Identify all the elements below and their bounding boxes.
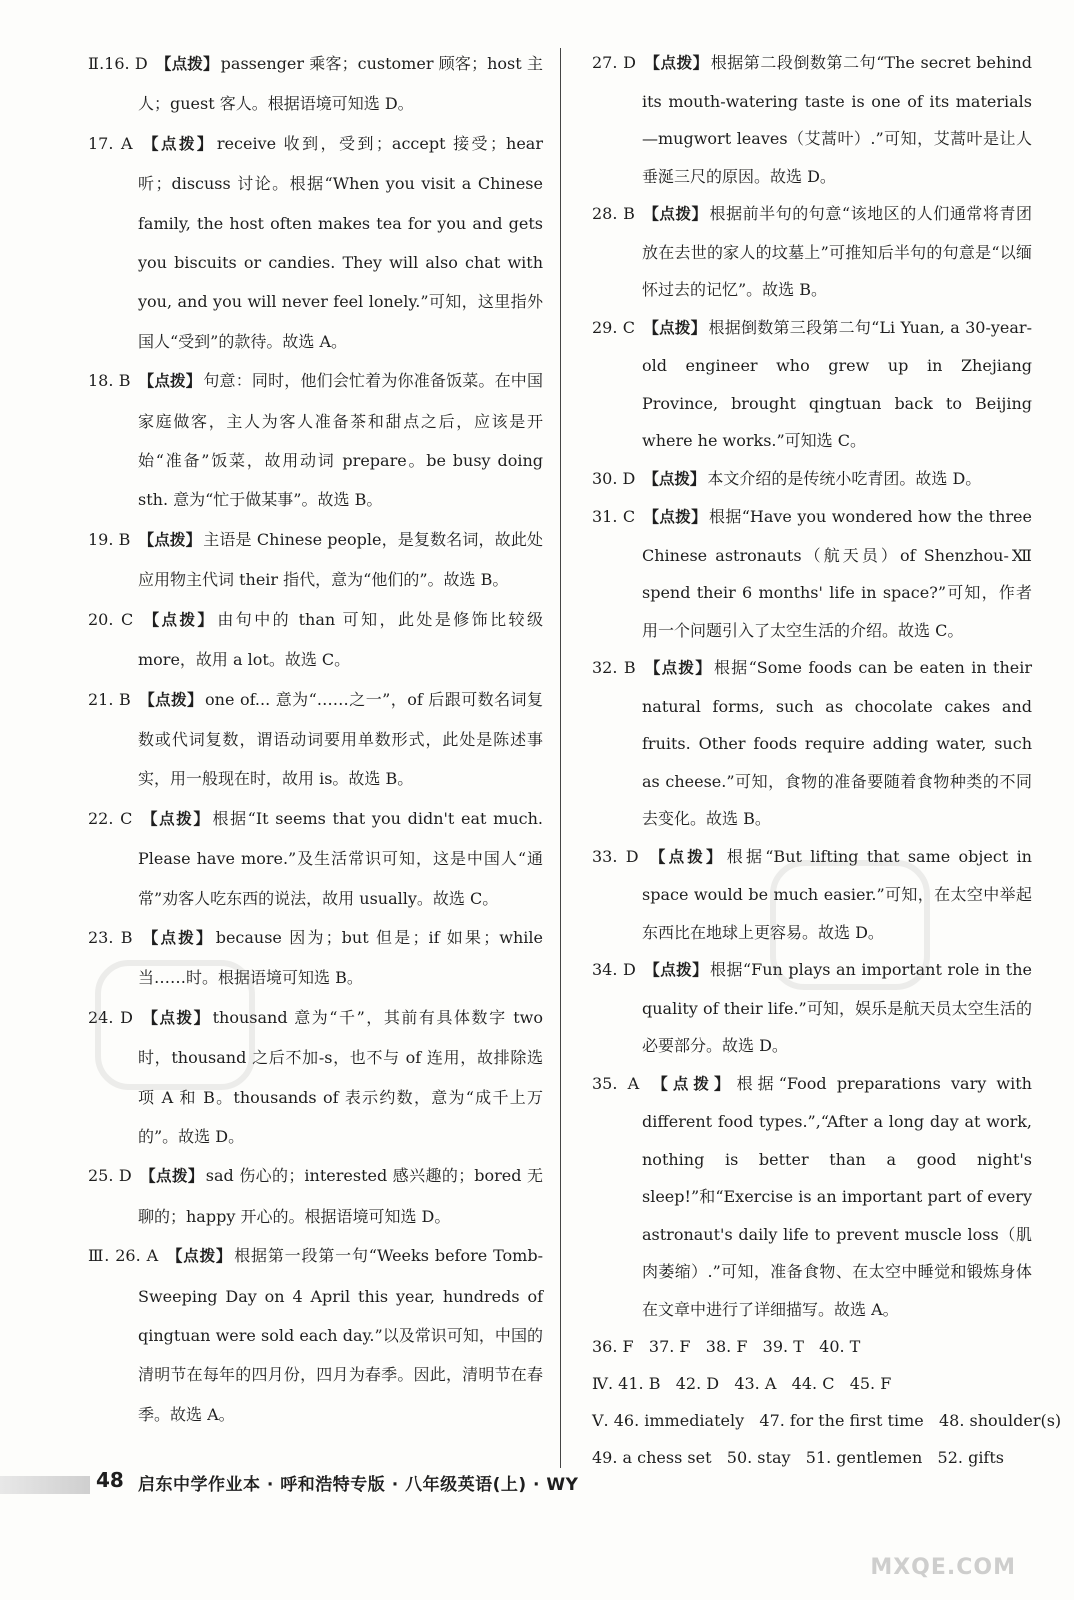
answer-explanation bbox=[592, 309, 1032, 460]
question-number: 30. D bbox=[592, 468, 636, 488]
hint-tag: 【点拨】 bbox=[138, 690, 203, 709]
answer-explanation bbox=[88, 600, 543, 680]
explanation-text: 根据“Have you wondered how the three Chinese astronauts（航天员）of Shenzhou-Ⅻ spend their 6 months' life in space?”可知，作者用一个问题引入了太空生活的介绍。故选 C。 bbox=[642, 507, 1032, 640]
explanation-text: 根据倒数第三段第二句“Li Yuan, a 30-year-old engineer who grew up in Zhejiang Province, brought qingtuan back to Beijing where he works.”可知选 C。 bbox=[642, 317, 1032, 450]
explanation-text: one of... 意为“……之一”，of 后跟可数名词复数或代词复数，谓语动词要用单数形式，此处是陈述事实，用一般现在时，故用 is。故选 B。 bbox=[138, 689, 543, 789]
page-number: 48 bbox=[96, 1468, 124, 1492]
explanation-text: 句意：同时，他们会忙着为你准备饭菜。在中国家庭做客，主人为客人准备茶和甜点之后，应该是开始“准备”饭菜，故用动词 prepare。be busy doing sth. 意为“忙于做某事”。故选 B。 bbox=[138, 371, 543, 510]
explanation-text: sad 伤心的；interested 感兴趣的；bored 无聊的；happy 开心的。根据语境可知选 D。 bbox=[138, 1166, 543, 1226]
answer-explanation bbox=[592, 1065, 1032, 1329]
hint-tag: 【点拨】 bbox=[155, 55, 219, 73]
explanation-text: 根据“Food preparations vary with different food types.”,“After a long day at work, nothing is better than a good night's sleep!”和“Exercise is an important part of every astronaut's daily life to prevent muscle loss（肌肉萎缩）.”可知，准备食物、在太空中睡觉和锻炼身体在文章中进行了详细描写。故选 A。 bbox=[642, 1073, 1032, 1319]
hint-tag: 【点拨】 bbox=[140, 1008, 211, 1027]
explanation-text: receive 收到，受到；accept 接受；hear 听；discuss 讨论。根据“When you visit a Chinese family, the host often makes tea for you and gets you biscuits or candies. They will also chat with you, and you will never feel lonely.”可知，这里指外国人“受到”的款待。故选 A。 bbox=[138, 133, 543, 351]
answer-explanation bbox=[592, 44, 1032, 195]
question-number: 33. D bbox=[592, 846, 639, 866]
watermark-text: MXQE.COM bbox=[870, 1555, 1016, 1580]
left-column bbox=[88, 44, 543, 1434]
answer-explanation bbox=[88, 1156, 543, 1236]
answer-explanation bbox=[88, 1236, 543, 1434]
explanation-text: 根据第二段倒数第二句“The secret behind its mouth-watering taste is one of its materials—mugwort leaves（艾蒿叶）.”可知，艾蒿叶是让人垂涎三尺的原因。故选 D。 bbox=[642, 53, 1032, 186]
explanation-text: 根据“It seems that you didn't eat much. Please have more.”及生活常识可知，这是中国人“通常”劝客人吃东西的说法，故用 usually。故选 C。 bbox=[138, 808, 543, 908]
explanation-text: 本文介绍的是传统小吃青团。故选 D。 bbox=[707, 468, 982, 488]
question-number: 17. A bbox=[88, 133, 133, 153]
answer-key-line: Ⅳ. 41. B 42. D 43. A 44. C 45. F bbox=[592, 1374, 892, 1393]
question-number: 29. C bbox=[592, 317, 636, 337]
question-number: 18. B bbox=[88, 371, 131, 391]
explanation-text: 根据“Some foods can be eaten in their natural forms, such as chocolate cakes and fruits. Other foods require adding water, such as cheese.”可知，食物的准备要随着食物种类的不同去变化。故选 B。 bbox=[642, 658, 1032, 828]
explanation-text: 根据前半句的句意“该地区的人们通常将青团放在去世的家人的坟墓上”可推知后半句的句意是“以缅怀过去的记忆”。故选 B。 bbox=[642, 204, 1032, 299]
hint-tag: 【点拨】 bbox=[140, 928, 214, 947]
answer-explanation bbox=[592, 498, 1032, 649]
hint-tag: 【点拨】 bbox=[643, 54, 709, 72]
hint-tag: 【点拨】 bbox=[166, 1247, 233, 1266]
watermark-logo bbox=[814, 1490, 1054, 1590]
question-number: 19. B bbox=[88, 529, 131, 549]
explanation-text: 根据“Fun plays an important role in the quality of their life.”可知，娱乐是航天员太空生活的必要部分。故选 D。 bbox=[642, 960, 1032, 1055]
hint-tag: 【点拨】 bbox=[643, 961, 709, 979]
hint-tag: 【点拨】 bbox=[141, 610, 216, 629]
hint-tag: 【点拨】 bbox=[647, 1074, 735, 1093]
explanation-text: 根据第一段第一句“Weeks before Tomb-Sweeping Day on 4 April this year, hundreds of qingtuan were sold each day.”以及常识可知，中国的清明节在每年的四月份，四月为春季。因此，清明节在春季。故选 A。 bbox=[138, 1246, 543, 1424]
explanation-text: 由句中的 than 可知，此处是修饰比较级 more，故用 a lot。故选 C。 bbox=[138, 609, 543, 670]
hint-tag: 【点拨】 bbox=[642, 205, 708, 223]
question-number: 21. B bbox=[88, 689, 131, 709]
explanation-text: 根据“But lifting that same object in space would be much easier.”可知，在太空中举起东西比在地球上更容易。故选 D。 bbox=[642, 846, 1032, 942]
answer-explanation bbox=[88, 361, 543, 520]
answer-explanation bbox=[592, 195, 1032, 309]
background-stamp bbox=[770, 860, 930, 990]
answer-explanation bbox=[88, 520, 543, 600]
hint-tag: 【点拨】 bbox=[140, 134, 215, 153]
hint-tag: 【点拨】 bbox=[643, 318, 707, 337]
explanation-text: 主语是 Chinese people，是复数名词，故此处应用物主代词 their 指代，意为“他们的”。故选 B。 bbox=[138, 529, 543, 590]
footer-bar bbox=[0, 1476, 90, 1494]
right-column bbox=[592, 44, 1062, 1476]
hint-tag: 【点拨】 bbox=[138, 530, 202, 549]
hint-tag: 【点拨】 bbox=[643, 469, 706, 488]
footer-title: 启东中学作业本 · 呼和浩特专版 · 八年级英语(上) · WY bbox=[138, 1475, 579, 1495]
question-number: Ⅱ.16. D bbox=[88, 54, 148, 73]
answer-explanation bbox=[592, 649, 1032, 838]
answer-key-line: 36. F 37. F 38. F 39. T 40. T bbox=[592, 1337, 861, 1356]
question-number: 27. D bbox=[592, 53, 636, 72]
explanation-text: passenger 乘客；customer 顾客；host 主人；guest 客人。根据语境可知选 D。 bbox=[138, 54, 543, 114]
question-number: 35. A bbox=[592, 1073, 640, 1093]
explanation-text: because 因为；but 但是；if 如果；while 当……时。根据语境可知选 B。 bbox=[138, 927, 543, 988]
question-number: 22. C bbox=[88, 808, 133, 828]
question-number: 31. C bbox=[592, 507, 636, 526]
answer-explanation bbox=[88, 799, 543, 918]
hint-tag: 【点拨】 bbox=[643, 659, 713, 677]
answer-explanation bbox=[592, 460, 1032, 499]
hint-tag: 【点拨】 bbox=[140, 809, 211, 828]
answer-key-line: 49. a chess set 50. stay 51. gentlemen 52. gifts bbox=[592, 1448, 1004, 1467]
answer-explanation bbox=[88, 44, 543, 124]
column-divider bbox=[560, 48, 561, 1468]
question-number: 20. C bbox=[88, 609, 134, 629]
question-number: 23. B bbox=[88, 927, 133, 947]
question-number: 28. B bbox=[592, 204, 635, 223]
hint-tag: 【点拨】 bbox=[139, 1167, 204, 1186]
answer-explanation bbox=[88, 680, 543, 799]
hint-tag: 【点拨】 bbox=[643, 508, 707, 526]
answer-key-line: Ⅴ. 46. immediately 47. for the first time 48. shoulder(s) bbox=[592, 1411, 1062, 1430]
question-number: 34. D bbox=[592, 960, 636, 979]
hint-tag: 【点拨】 bbox=[138, 372, 202, 391]
explanation-text: thousand 意为“千”，其前有具体数字 two 时，thousand 之后不加-s，也不与 of 连用，故排除选项 A 和 B。thousands of 表示约数，意为“成千上万的”。故选 D。 bbox=[138, 1007, 543, 1146]
background-stamp bbox=[95, 960, 255, 1090]
question-number: 25. D bbox=[88, 1166, 132, 1186]
question-number: Ⅲ. 26. A bbox=[88, 1246, 159, 1266]
question-number: 24. D bbox=[88, 1007, 133, 1027]
answer-explanation bbox=[88, 124, 543, 361]
question-number: 32. B bbox=[592, 658, 636, 677]
hint-tag: 【点拨】 bbox=[646, 847, 725, 866]
